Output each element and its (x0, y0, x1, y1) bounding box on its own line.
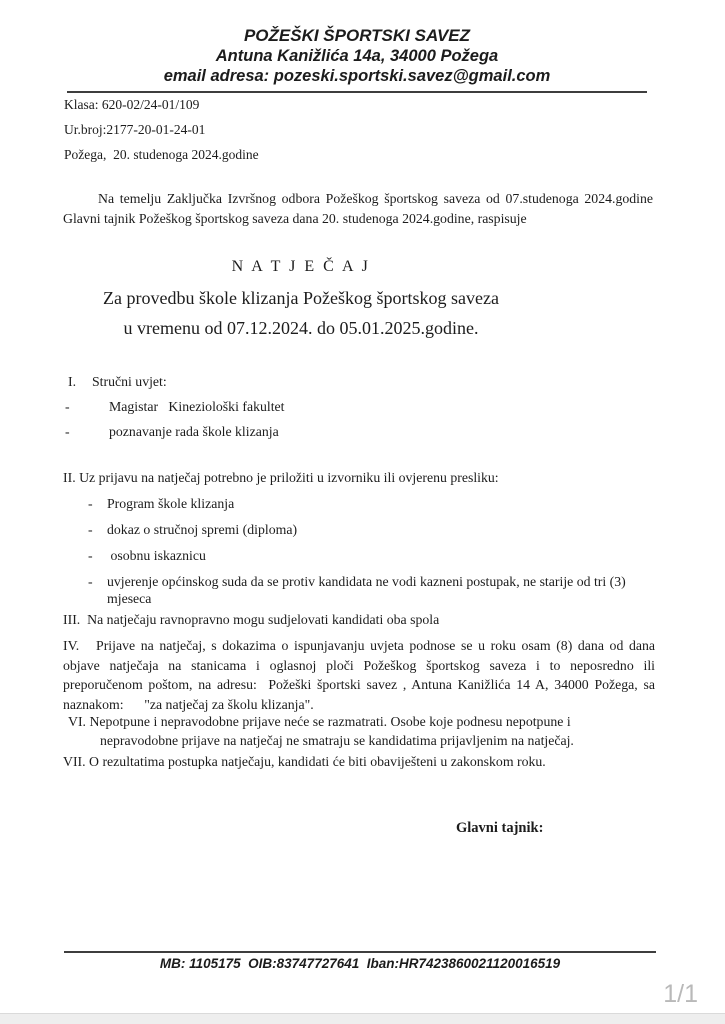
section-4: IV. Prijave na natječaj, s dokazima o ispunjavanju uvjeta podnose se u roku osam (8) dana od dana objave natječaja na stanicama i oglasnoj ploči Požeškog športskog saveza i to neposredno ili preporučenom poštom, na adresu: Požeški športski savez , Antuna Kanižlića 14 A, 34000 Požega, sa naznakom: "za natječaj za školu klizanja". (63, 638, 662, 712)
org-address: Antuna Kanižlića 14a, 34000 Požega (215, 47, 499, 65)
list-item (63, 521, 655, 538)
section-3: III. Na natječaju ravnopravno mogu sudjelovati kandidati oba spola (63, 612, 440, 627)
signature-label: Glavni tajnik: (456, 820, 544, 836)
list-item-text: uvjerenje općinskog suda da se protiv kandidata ne vodi kazneni postupak, ne starije od tri (3) mjeseca (107, 574, 630, 606)
list-item (63, 424, 655, 440)
list-item (63, 547, 655, 564)
viewer-bottom-strip (0, 1013, 725, 1024)
list-item-text: dokaz o stručnoj spremi (diploma) (107, 522, 298, 537)
bullet-dash: - (88, 522, 93, 537)
section-7: VII. O rezultatima postupka natječaju, kandidati će biti obaviješteni u zakonskom roku. (63, 754, 546, 769)
list-item (63, 573, 655, 607)
title-subtitle-1: Za provedbu škole klizanja Požeškog športskog saveza (103, 288, 499, 308)
bullet-dash: - (88, 548, 93, 563)
list-item (63, 495, 655, 512)
title-subtitle-2: u vremenu od 07.12.2024. do 05.01.2025.godine. (123, 318, 479, 338)
org-name: POŽEŠKI ŠPORTSKI SAVEZ (243, 26, 471, 45)
section-1-heading: Stručni uvjet: (92, 374, 167, 389)
page-indicator: 1/1 (663, 980, 698, 1008)
urbroj-line: Ur.broj:2177-20-01-24-01 (64, 122, 206, 137)
list-item-text: Program škole klizanja (107, 496, 235, 511)
document-title: N A T J E Č A J (231, 258, 371, 275)
title-block (63, 258, 539, 339)
document-meta (64, 97, 259, 172)
section-2-heading: II. Uz prijavu na natječaj potrebno je priložiti u izvorniku ili ovjerenu presliku: (63, 470, 499, 485)
list-item (63, 399, 655, 415)
bullet-dash: - (65, 424, 70, 439)
section-1-number: I. (68, 374, 77, 389)
klasa-line: Klasa: 620-02/24-01/109 (64, 97, 200, 112)
list-item-text: Magistar Kineziološki fakultet (109, 399, 285, 414)
section-6: VI. Nepotpune i nepravodobne prijave neće se razmatrati. Osobe koje podnesu nepotpune i nepravodobne prijave na natječaj ne smatraju se kandidatima prijavljenim na natječaj. (68, 714, 574, 748)
list-item-text: osobnu iskaznicu (107, 548, 206, 563)
section-2 (63, 469, 655, 607)
intro-paragraph: Na temelju Zaključka Izvršnog odbora Požeškog športskog saveza od 07.studenoga 2024.godine Glavni tajnik Požeškog športskog saveza dana 20. studenoga 2024.godine, raspisuje (63, 191, 653, 226)
list-item-text: poznavanje rada škole klizanja (109, 424, 279, 439)
letterhead (67, 0, 647, 93)
org-email: email adresa: pozeski.sportski.savez@gmail.com (163, 67, 551, 85)
bullet-dash: - (88, 574, 93, 589)
bullet-dash: - (65, 399, 70, 414)
footer-registration-line: MB: 1105175 OIB:83747727641 Iban:HR7423860021120016519 (64, 951, 656, 971)
bullet-dash: - (88, 496, 93, 511)
place-date-line: Požega, 20. studenoga 2024.godine (64, 147, 259, 162)
section-1 (63, 374, 655, 440)
